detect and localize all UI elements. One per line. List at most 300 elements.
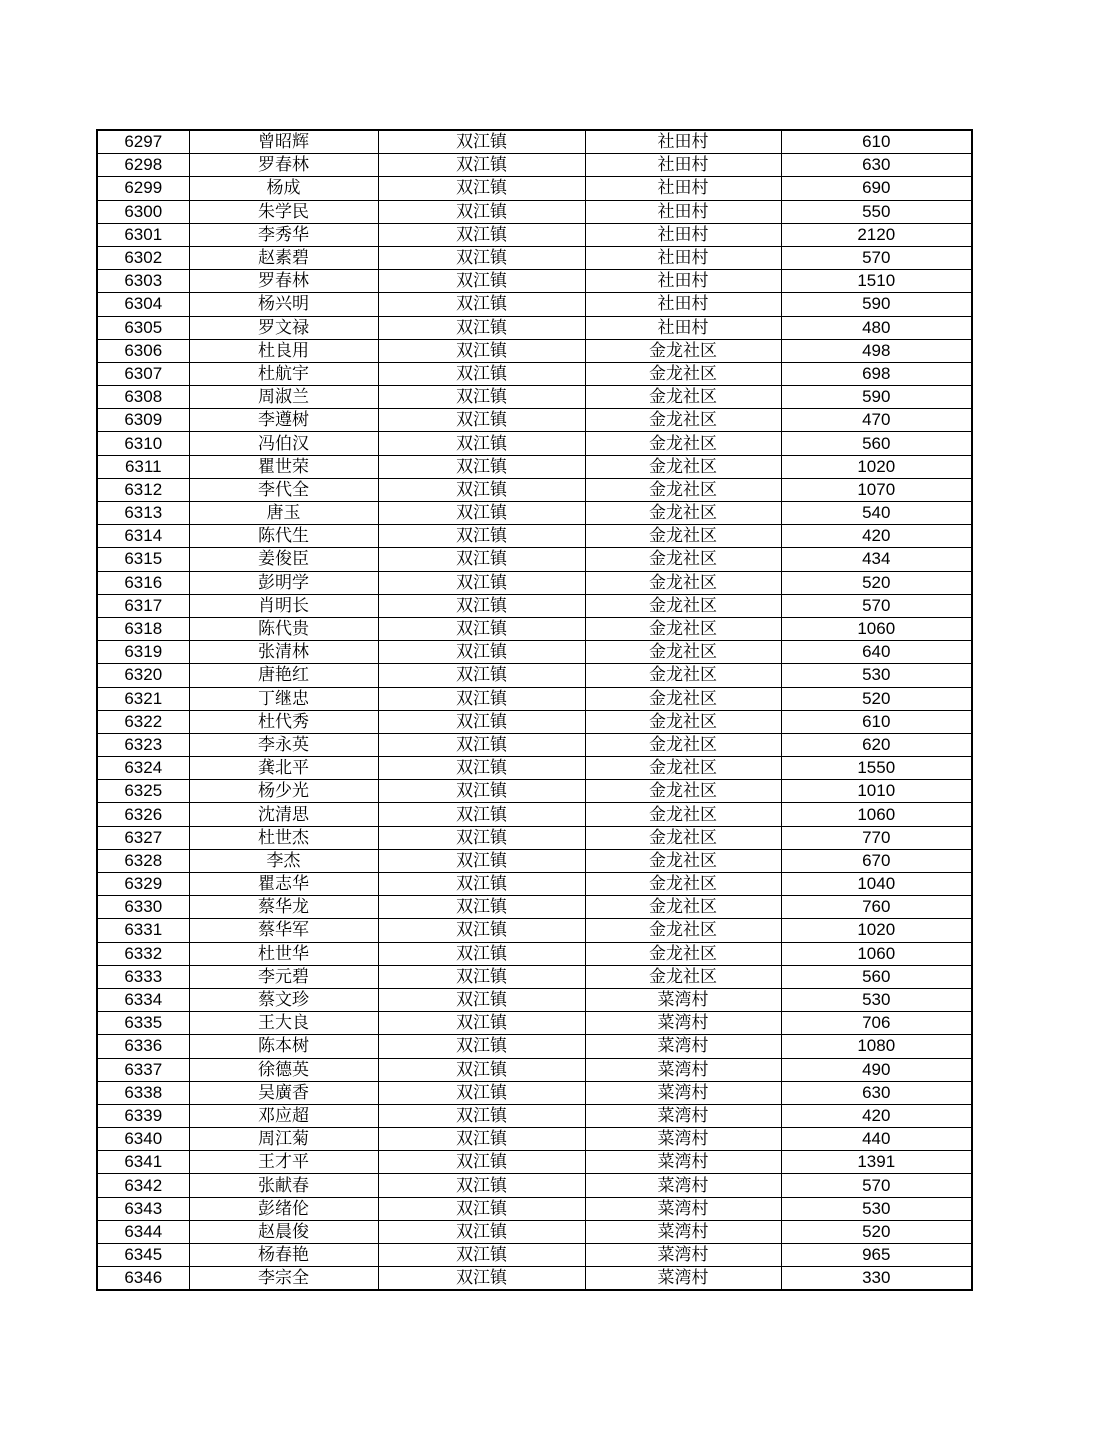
- name-cell: 朱学民: [189, 200, 378, 223]
- name-cell: 蔡华龙: [189, 896, 378, 919]
- row-number-cell: 6315: [97, 548, 189, 571]
- town-cell: 双江镇: [378, 1012, 585, 1035]
- name-cell: 瞿世荣: [189, 455, 378, 478]
- row-number-cell: 6310: [97, 432, 189, 455]
- town-cell: 双江镇: [378, 896, 585, 919]
- table-row: [97, 223, 972, 246]
- village-cell: 菜湾村: [585, 1151, 781, 1174]
- town-cell: 双江镇: [378, 1267, 585, 1291]
- table-row: [97, 246, 972, 269]
- village-cell: 金龙社区: [585, 432, 781, 455]
- row-number-cell: 6346: [97, 1267, 189, 1291]
- table-row: [97, 1081, 972, 1104]
- table-row: [97, 1244, 972, 1267]
- table-row: [97, 316, 972, 339]
- amount-cell: 690: [781, 177, 972, 200]
- table-row: [97, 362, 972, 385]
- village-cell: 金龙社区: [585, 641, 781, 664]
- town-cell: 双江镇: [378, 1104, 585, 1127]
- town-cell: 双江镇: [378, 873, 585, 896]
- table-row: [97, 988, 972, 1011]
- town-cell: 双江镇: [378, 339, 585, 362]
- amount-cell: 330: [781, 1267, 972, 1291]
- village-cell: 社田村: [585, 130, 781, 154]
- town-cell: 双江镇: [378, 919, 585, 942]
- table-row: [97, 386, 972, 409]
- table-row: [97, 502, 972, 525]
- town-cell: 双江镇: [378, 1035, 585, 1058]
- table-row: [97, 594, 972, 617]
- village-cell: 菜湾村: [585, 1244, 781, 1267]
- amount-cell: 530: [781, 1197, 972, 1220]
- row-number-cell: 6327: [97, 826, 189, 849]
- table-body: [97, 130, 972, 1290]
- amount-cell: 434: [781, 548, 972, 571]
- village-cell: 菜湾村: [585, 988, 781, 1011]
- name-cell: 杨春艳: [189, 1244, 378, 1267]
- table-row: [97, 1267, 972, 1291]
- row-number-cell: 6314: [97, 525, 189, 548]
- table-row: [97, 455, 972, 478]
- amount-cell: 630: [781, 1081, 972, 1104]
- table-row: [97, 1058, 972, 1081]
- row-number-cell: 6302: [97, 246, 189, 269]
- name-cell: 龚北平: [189, 757, 378, 780]
- row-number-cell: 6318: [97, 617, 189, 640]
- town-cell: 双江镇: [378, 455, 585, 478]
- amount-cell: 1040: [781, 873, 972, 896]
- town-cell: 双江镇: [378, 687, 585, 710]
- table-row: [97, 1197, 972, 1220]
- village-cell: 金龙社区: [585, 919, 781, 942]
- name-cell: 王才平: [189, 1151, 378, 1174]
- village-cell: 菜湾村: [585, 1267, 781, 1291]
- village-cell: 金龙社区: [585, 780, 781, 803]
- row-number-cell: 6301: [97, 223, 189, 246]
- village-cell: 金龙社区: [585, 386, 781, 409]
- table-row: [97, 1220, 972, 1243]
- village-cell: 金龙社区: [585, 942, 781, 965]
- village-cell: 社田村: [585, 246, 781, 269]
- row-number-cell: 6320: [97, 664, 189, 687]
- name-cell: 陈代生: [189, 525, 378, 548]
- row-number-cell: 6338: [97, 1081, 189, 1104]
- row-number-cell: 6330: [97, 896, 189, 919]
- table-row: [97, 733, 972, 756]
- row-number-cell: 6328: [97, 849, 189, 872]
- town-cell: 双江镇: [378, 710, 585, 733]
- amount-cell: 520: [781, 571, 972, 594]
- amount-cell: 630: [781, 154, 972, 177]
- table-row: [97, 1174, 972, 1197]
- amount-cell: 670: [781, 849, 972, 872]
- name-cell: 李秀华: [189, 223, 378, 246]
- table-row: [97, 409, 972, 432]
- town-cell: 双江镇: [378, 780, 585, 803]
- table-row: [97, 710, 972, 733]
- town-cell: 双江镇: [378, 502, 585, 525]
- village-cell: 金龙社区: [585, 362, 781, 385]
- amount-cell: 640: [781, 641, 972, 664]
- amount-cell: 490: [781, 1058, 972, 1081]
- row-number-cell: 6297: [97, 130, 189, 154]
- name-cell: 瞿志华: [189, 873, 378, 896]
- data-table: [96, 129, 973, 1291]
- amount-cell: 440: [781, 1128, 972, 1151]
- row-number-cell: 6309: [97, 409, 189, 432]
- amount-cell: 470: [781, 409, 972, 432]
- name-cell: 杜世华: [189, 942, 378, 965]
- village-cell: 金龙社区: [585, 873, 781, 896]
- amount-cell: 590: [781, 386, 972, 409]
- name-cell: 李永英: [189, 733, 378, 756]
- row-number-cell: 6334: [97, 988, 189, 1011]
- town-cell: 双江镇: [378, 733, 585, 756]
- amount-cell: 420: [781, 1104, 972, 1127]
- amount-cell: 2120: [781, 223, 972, 246]
- village-cell: 菜湾村: [585, 1012, 781, 1035]
- table-row: [97, 432, 972, 455]
- amount-cell: 1060: [781, 942, 972, 965]
- amount-cell: 560: [781, 965, 972, 988]
- table-row: [97, 687, 972, 710]
- table-row: [97, 478, 972, 501]
- town-cell: 双江镇: [378, 594, 585, 617]
- town-cell: 双江镇: [378, 223, 585, 246]
- name-cell: 杨成: [189, 177, 378, 200]
- name-cell: 杜世杰: [189, 826, 378, 849]
- row-number-cell: 6303: [97, 270, 189, 293]
- name-cell: 周淑兰: [189, 386, 378, 409]
- table-row: [97, 1012, 972, 1035]
- amount-cell: 698: [781, 362, 972, 385]
- row-number-cell: 6332: [97, 942, 189, 965]
- amount-cell: 610: [781, 710, 972, 733]
- table-row: [97, 1035, 972, 1058]
- village-cell: 金龙社区: [585, 409, 781, 432]
- table-row: [97, 896, 972, 919]
- village-cell: 菜湾村: [585, 1128, 781, 1151]
- village-cell: 金龙社区: [585, 664, 781, 687]
- town-cell: 双江镇: [378, 965, 585, 988]
- town-cell: 双江镇: [378, 803, 585, 826]
- town-cell: 双江镇: [378, 571, 585, 594]
- name-cell: 罗春林: [189, 270, 378, 293]
- village-cell: 社田村: [585, 223, 781, 246]
- amount-cell: 530: [781, 988, 972, 1011]
- village-cell: 金龙社区: [585, 594, 781, 617]
- amount-cell: 1510: [781, 270, 972, 293]
- table-row: [97, 617, 972, 640]
- amount-cell: 1010: [781, 780, 972, 803]
- name-cell: 丁继忠: [189, 687, 378, 710]
- amount-cell: 520: [781, 1220, 972, 1243]
- row-number-cell: 6316: [97, 571, 189, 594]
- row-number-cell: 6326: [97, 803, 189, 826]
- town-cell: 双江镇: [378, 1174, 585, 1197]
- row-number-cell: 6341: [97, 1151, 189, 1174]
- village-cell: 社田村: [585, 293, 781, 316]
- row-number-cell: 6329: [97, 873, 189, 896]
- table-row: [97, 849, 972, 872]
- name-cell: 蔡华军: [189, 919, 378, 942]
- amount-cell: 610: [781, 130, 972, 154]
- village-cell: 金龙社区: [585, 455, 781, 478]
- town-cell: 双江镇: [378, 942, 585, 965]
- village-cell: 金龙社区: [585, 617, 781, 640]
- town-cell: 双江镇: [378, 1058, 585, 1081]
- town-cell: 双江镇: [378, 316, 585, 339]
- name-cell: 姜俊臣: [189, 548, 378, 571]
- village-cell: 金龙社区: [585, 339, 781, 362]
- village-cell: 金龙社区: [585, 757, 781, 780]
- name-cell: 肖明长: [189, 594, 378, 617]
- row-number-cell: 6311: [97, 455, 189, 478]
- name-cell: 张清林: [189, 641, 378, 664]
- row-number-cell: 6324: [97, 757, 189, 780]
- row-number-cell: 6305: [97, 316, 189, 339]
- amount-cell: 760: [781, 896, 972, 919]
- village-cell: 社田村: [585, 154, 781, 177]
- town-cell: 双江镇: [378, 478, 585, 501]
- town-cell: 双江镇: [378, 1244, 585, 1267]
- row-number-cell: 6322: [97, 710, 189, 733]
- amount-cell: 550: [781, 200, 972, 223]
- table-row: [97, 664, 972, 687]
- amount-cell: 570: [781, 1174, 972, 1197]
- village-cell: 金龙社区: [585, 803, 781, 826]
- table-row: [97, 780, 972, 803]
- name-cell: 杨兴明: [189, 293, 378, 316]
- amount-cell: 706: [781, 1012, 972, 1035]
- table-row: [97, 1151, 972, 1174]
- town-cell: 双江镇: [378, 154, 585, 177]
- name-cell: 赵素碧: [189, 246, 378, 269]
- row-number-cell: 6336: [97, 1035, 189, 1058]
- village-cell: 社田村: [585, 177, 781, 200]
- town-cell: 双江镇: [378, 826, 585, 849]
- village-cell: 社田村: [585, 316, 781, 339]
- row-number-cell: 6300: [97, 200, 189, 223]
- row-number-cell: 6321: [97, 687, 189, 710]
- name-cell: 王大良: [189, 1012, 378, 1035]
- amount-cell: 965: [781, 1244, 972, 1267]
- amount-cell: 570: [781, 246, 972, 269]
- town-cell: 双江镇: [378, 988, 585, 1011]
- name-cell: 张献春: [189, 1174, 378, 1197]
- amount-cell: 1070: [781, 478, 972, 501]
- name-cell: 周江菊: [189, 1128, 378, 1151]
- row-number-cell: 6342: [97, 1174, 189, 1197]
- name-cell: 杜良用: [189, 339, 378, 362]
- name-cell: 李宗全: [189, 1267, 378, 1291]
- row-number-cell: 6333: [97, 965, 189, 988]
- amount-cell: 498: [781, 339, 972, 362]
- village-cell: 社田村: [585, 200, 781, 223]
- name-cell: 沈清思: [189, 803, 378, 826]
- village-cell: 菜湾村: [585, 1081, 781, 1104]
- amount-cell: 560: [781, 432, 972, 455]
- village-cell: 菜湾村: [585, 1174, 781, 1197]
- row-number-cell: 6298: [97, 154, 189, 177]
- name-cell: 陈本树: [189, 1035, 378, 1058]
- town-cell: 双江镇: [378, 1128, 585, 1151]
- table-row: [97, 919, 972, 942]
- village-cell: 金龙社区: [585, 733, 781, 756]
- row-number-cell: 6313: [97, 502, 189, 525]
- name-cell: 陈代贵: [189, 617, 378, 640]
- town-cell: 双江镇: [378, 641, 585, 664]
- village-cell: 金龙社区: [585, 478, 781, 501]
- amount-cell: 530: [781, 664, 972, 687]
- town-cell: 双江镇: [378, 177, 585, 200]
- village-cell: 社田村: [585, 270, 781, 293]
- table-row: [97, 293, 972, 316]
- row-number-cell: 6317: [97, 594, 189, 617]
- table-row: [97, 873, 972, 896]
- amount-cell: 770: [781, 826, 972, 849]
- name-cell: 唐玉: [189, 502, 378, 525]
- amount-cell: 1060: [781, 617, 972, 640]
- village-cell: 金龙社区: [585, 826, 781, 849]
- town-cell: 双江镇: [378, 362, 585, 385]
- row-number-cell: 6340: [97, 1128, 189, 1151]
- amount-cell: 1060: [781, 803, 972, 826]
- name-cell: 曾昭辉: [189, 130, 378, 154]
- town-cell: 双江镇: [378, 386, 585, 409]
- village-cell: 金龙社区: [585, 571, 781, 594]
- table-row: [97, 757, 972, 780]
- amount-cell: 1020: [781, 455, 972, 478]
- town-cell: 双江镇: [378, 525, 585, 548]
- town-cell: 双江镇: [378, 664, 585, 687]
- town-cell: 双江镇: [378, 1151, 585, 1174]
- village-cell: 菜湾村: [585, 1058, 781, 1081]
- name-cell: 冯伯汉: [189, 432, 378, 455]
- row-number-cell: 6299: [97, 177, 189, 200]
- table-row: [97, 571, 972, 594]
- town-cell: 双江镇: [378, 1220, 585, 1243]
- amount-cell: 520: [781, 687, 972, 710]
- row-number-cell: 6344: [97, 1220, 189, 1243]
- town-cell: 双江镇: [378, 1197, 585, 1220]
- name-cell: 杜代秀: [189, 710, 378, 733]
- name-cell: 彭明学: [189, 571, 378, 594]
- table-row: [97, 130, 972, 154]
- village-cell: 金龙社区: [585, 710, 781, 733]
- table-row: [97, 200, 972, 223]
- name-cell: 李代全: [189, 478, 378, 501]
- town-cell: 双江镇: [378, 130, 585, 154]
- name-cell: 罗春林: [189, 154, 378, 177]
- table-row: [97, 803, 972, 826]
- table-row: [97, 525, 972, 548]
- town-cell: 双江镇: [378, 432, 585, 455]
- town-cell: 双江镇: [378, 270, 585, 293]
- row-number-cell: 6323: [97, 733, 189, 756]
- amount-cell: 590: [781, 293, 972, 316]
- row-number-cell: 6335: [97, 1012, 189, 1035]
- town-cell: 双江镇: [378, 1081, 585, 1104]
- row-number-cell: 6319: [97, 641, 189, 664]
- row-number-cell: 6308: [97, 386, 189, 409]
- name-cell: 杜航宇: [189, 362, 378, 385]
- town-cell: 双江镇: [378, 849, 585, 872]
- village-cell: 金龙社区: [585, 502, 781, 525]
- table-row: [97, 339, 972, 362]
- amount-cell: 480: [781, 316, 972, 339]
- amount-cell: 540: [781, 502, 972, 525]
- row-number-cell: 6345: [97, 1244, 189, 1267]
- amount-cell: 1550: [781, 757, 972, 780]
- name-cell: 赵晨俊: [189, 1220, 378, 1243]
- row-number-cell: 6343: [97, 1197, 189, 1220]
- amount-cell: 1391: [781, 1151, 972, 1174]
- row-number-cell: 6312: [97, 478, 189, 501]
- village-cell: 金龙社区: [585, 687, 781, 710]
- row-number-cell: 6339: [97, 1104, 189, 1127]
- table-row: [97, 177, 972, 200]
- village-cell: 金龙社区: [585, 849, 781, 872]
- village-cell: 菜湾村: [585, 1035, 781, 1058]
- name-cell: 罗文禄: [189, 316, 378, 339]
- name-cell: 徐德英: [189, 1058, 378, 1081]
- village-cell: 菜湾村: [585, 1197, 781, 1220]
- table-row: [97, 270, 972, 293]
- village-cell: 金龙社区: [585, 896, 781, 919]
- row-number-cell: 6306: [97, 339, 189, 362]
- row-number-cell: 6331: [97, 919, 189, 942]
- name-cell: 彭绪伦: [189, 1197, 378, 1220]
- town-cell: 双江镇: [378, 617, 585, 640]
- town-cell: 双江镇: [378, 200, 585, 223]
- village-cell: 金龙社区: [585, 525, 781, 548]
- amount-cell: 1080: [781, 1035, 972, 1058]
- town-cell: 双江镇: [378, 293, 585, 316]
- town-cell: 双江镇: [378, 548, 585, 571]
- village-cell: 金龙社区: [585, 548, 781, 571]
- amount-cell: 420: [781, 525, 972, 548]
- town-cell: 双江镇: [378, 757, 585, 780]
- town-cell: 双江镇: [378, 409, 585, 432]
- table-row: [97, 826, 972, 849]
- amount-cell: 620: [781, 733, 972, 756]
- table-row: [97, 154, 972, 177]
- table-row: [97, 548, 972, 571]
- name-cell: 邓应超: [189, 1104, 378, 1127]
- village-cell: 菜湾村: [585, 1104, 781, 1127]
- village-cell: 菜湾村: [585, 1220, 781, 1243]
- row-number-cell: 6304: [97, 293, 189, 316]
- name-cell: 李遵树: [189, 409, 378, 432]
- name-cell: 唐艳红: [189, 664, 378, 687]
- village-cell: 金龙社区: [585, 965, 781, 988]
- amount-cell: 570: [781, 594, 972, 617]
- name-cell: 李元碧: [189, 965, 378, 988]
- town-cell: 双江镇: [378, 246, 585, 269]
- name-cell: 吴廣香: [189, 1081, 378, 1104]
- table-row: [97, 1128, 972, 1151]
- row-number-cell: 6337: [97, 1058, 189, 1081]
- table-row: [97, 641, 972, 664]
- name-cell: 杨少光: [189, 780, 378, 803]
- row-number-cell: 6307: [97, 362, 189, 385]
- row-number-cell: 6325: [97, 780, 189, 803]
- name-cell: 李杰: [189, 849, 378, 872]
- table-row: [97, 942, 972, 965]
- table-row: [97, 965, 972, 988]
- name-cell: 蔡文珍: [189, 988, 378, 1011]
